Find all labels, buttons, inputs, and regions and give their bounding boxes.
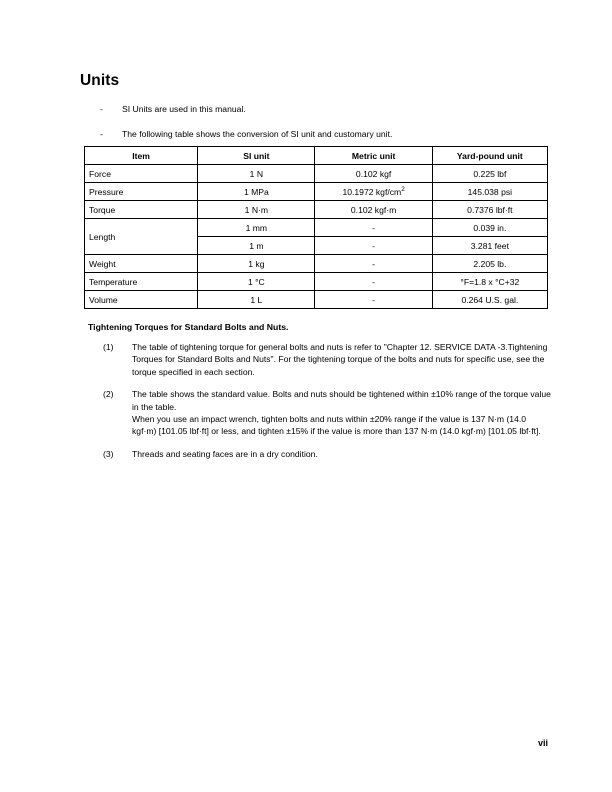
cell-yard: 0.039 in. — [432, 219, 547, 237]
cell-yard: °F=1.8 x °C+32 — [432, 273, 547, 291]
cell-metric — [315, 219, 432, 237]
cell-si: 1 N·m — [198, 201, 315, 219]
cell-item: Temperature — [85, 273, 198, 291]
cell-metric — [315, 183, 432, 201]
table-row — [85, 219, 548, 237]
table-row — [85, 273, 548, 291]
torques-numbered-list — [103, 341, 551, 470]
list-item — [100, 103, 550, 115]
cell-metric-text: - — [372, 258, 376, 269]
cell-yard: 3.281 feet — [432, 237, 547, 255]
list-item — [103, 448, 551, 460]
cell-item: Weight — [85, 255, 198, 273]
cell-metric-text: - — [372, 276, 376, 287]
cell-item: Length — [85, 219, 198, 255]
cell-yard: 2.205 lb. — [432, 255, 547, 273]
list-item — [103, 341, 551, 378]
column-header-item: Item — [85, 147, 198, 165]
list-item-text: The following table shows the conversion of SI unit and customary unit. — [122, 129, 393, 139]
cell-metric-superscript: 2 — [401, 185, 405, 193]
cell-yard: 0.225 lbf — [432, 165, 547, 183]
cell-metric — [315, 201, 432, 219]
list-item-text-line2: When you use an impact wrench, tighten bolts and nuts within ±20% range if the value is 137 N·m (14.0 kgf·m) [101.05 lbf·ft] or less, and tighten ±15% if the value is more than 137 N·m (14.0 kgf·m) [101.05 lbf·ft]. — [132, 414, 541, 437]
cell-metric-text: 0.102 kgf — [355, 168, 392, 179]
cell-si: 1 °C — [198, 273, 315, 291]
cell-item: Torque — [85, 201, 198, 219]
cell-metric — [315, 273, 432, 291]
units-conversion-table — [84, 146, 548, 309]
list-item — [100, 128, 550, 140]
list-item-text: Threads and seating faces are in a dry condition. — [132, 448, 318, 459]
cell-item: Pressure — [85, 183, 198, 201]
table-row — [85, 183, 548, 201]
section-heading-tightening-torques: Tightening Torques for Standard Bolts and Nuts. — [88, 322, 289, 332]
list-item-marker: (1) — [103, 342, 114, 352]
cell-si: 1 kg — [198, 255, 315, 273]
table-header-row — [85, 147, 548, 165]
cell-metric-text: - — [372, 240, 376, 251]
list-item-marker: (3) — [103, 448, 114, 459]
footer-page-number: vii — [537, 738, 548, 748]
list-item-text: SI Units are used in this manual. — [122, 104, 246, 114]
cell-item: Force — [85, 165, 198, 183]
table-row — [85, 291, 548, 309]
cell-metric — [315, 165, 432, 183]
column-header-si-unit: SI unit — [198, 147, 315, 165]
table-row — [85, 201, 548, 219]
column-header-yard-pound-unit: Yard-pound unit — [432, 147, 547, 165]
cell-item: Volume — [85, 291, 198, 309]
cell-metric-text: - — [372, 294, 376, 305]
cell-si: 1 L — [198, 291, 315, 309]
cell-metric — [315, 255, 432, 273]
dash-marker: - — [100, 104, 103, 114]
cell-metric — [315, 291, 432, 309]
table-row — [85, 165, 548, 183]
cell-yard: 0.7376 lbf·ft — [432, 201, 547, 219]
cell-si: 1 MPa — [198, 183, 315, 201]
list-item-text: The table of tightening torque for general bolts and nuts is refer to "Chapter 12. SERVICE DATA -3.Tightening Torques for Standard Bolts and Nuts". For the tightening torque of the bolts and nuts for specific use, see the torque specified in each section. — [132, 342, 548, 377]
cell-metric-text: 10.1972 kgf/cm — [342, 186, 402, 197]
column-header-metric-unit: Metric unit — [315, 147, 432, 165]
list-item-text-line1: The table shows the standard value. Bolts and nuts should be tightened within ±10% range of the torque value in the table. — [132, 389, 551, 412]
page-title: Units — [80, 72, 120, 90]
table-row — [85, 255, 548, 273]
cell-si: 1 N — [198, 165, 315, 183]
cell-metric-text: - — [372, 222, 376, 233]
cell-metric — [315, 237, 432, 255]
list-item-marker: (2) — [103, 389, 114, 400]
cell-si: 1 m — [198, 237, 315, 255]
cell-si: 1 mm — [198, 219, 315, 237]
dash-marker: - — [100, 129, 103, 139]
list-item — [103, 388, 551, 438]
cell-yard: 0.264 U.S. gal. — [432, 291, 547, 309]
cell-yard: 145.038 psi — [432, 183, 547, 201]
cell-metric-text: 0.102 kgf·m — [350, 204, 397, 215]
